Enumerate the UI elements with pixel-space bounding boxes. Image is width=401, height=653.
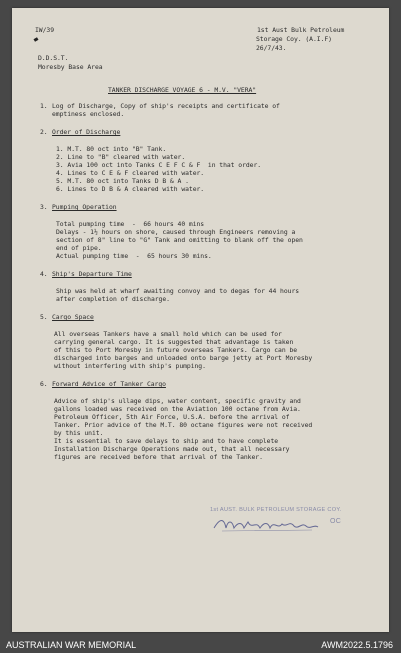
section-3-line: Actual pumping time - 65 hours 30 mins.	[56, 252, 212, 260]
document-date: 26/7/43.	[256, 44, 287, 52]
section-1-line: emptiness enclosed.	[52, 110, 125, 118]
unit-name: 1st Aust Bulk Petroleum	[257, 26, 345, 34]
section-6-line: Advice of ship's ullage dips, water content, specific gravity and	[54, 397, 301, 405]
stamp-suffix: OC	[330, 518, 342, 525]
archive-name: AUSTRALIAN WAR MEMORIAL	[6, 640, 137, 650]
section-3-line: end of pipe.	[56, 244, 102, 252]
section-3-heading: Pumping Operation	[52, 203, 117, 211]
section-6-line: figures are received before that arrival of the Tanker.	[54, 453, 263, 461]
ink-mark	[34, 37, 39, 42]
section-1-number: 1.	[40, 102, 48, 110]
document-page	[12, 8, 389, 632]
section-6-line: by this unit.	[54, 429, 104, 437]
discharge-step: 6. Lines to D B & A cleared with water.	[56, 185, 205, 193]
section-6-line: Tanker. Prior advice of the M.T. 80 octane figures were not received	[54, 421, 313, 429]
discharge-step: 5. M.T. 80 oct into Tanks D B & A .	[56, 177, 189, 185]
section-2-number: 2.	[40, 128, 48, 136]
section-5-line: without interfering with ship's pumping.	[54, 362, 206, 370]
section-4-line: after completion of discharge.	[56, 295, 170, 303]
section-4-line: Ship was held at wharf awaiting convoy and to degas for 44 hours	[56, 287, 300, 295]
section-6-number: 6.	[40, 380, 48, 388]
section-5-line: discharged into barges and unloaded onto barge jetty at Port Moresby	[54, 354, 313, 362]
unit-designation: Storage Coy. (A.I.F)	[256, 35, 332, 43]
section-4-heading: Ship's Departure Time	[52, 270, 132, 278]
section-1-line: Log of Discharge, Copy of ship's receipts and certificate of	[52, 102, 280, 110]
section-5-line: carrying general cargo. It is suggested that advantage is taken	[54, 338, 294, 346]
archive-footer	[0, 637, 401, 653]
section-5-line: All overseas Tankers have a small hold which can be used for	[54, 330, 282, 338]
signature	[212, 514, 332, 536]
section-6-line: Petroleum Officer, 5th Air Force, U.S.A. before the arrival of	[54, 413, 290, 421]
section-6-line: It is essential to save delays to ship and to have complete	[54, 437, 279, 445]
section-5-heading: Cargo Space	[52, 313, 94, 321]
archive-reference: AWM2022.5.1796	[321, 640, 393, 650]
section-3-number: 3.	[40, 203, 48, 211]
discharge-step: 2. Line to "B" cleared with water.	[56, 153, 186, 161]
addressee: D.D.S.T.	[38, 54, 69, 62]
section-3-line: section of 8" line to "G" Tank and omitting to blank off the open	[56, 236, 303, 244]
section-3-line: Total pumping time - 66 hours 40 mins	[56, 220, 205, 228]
section-5-number: 5.	[40, 313, 48, 321]
section-6-heading: Forward Advice of Tanker Cargo	[52, 380, 166, 388]
section-2-heading: Order of Discharge	[52, 128, 121, 136]
addressee-area: Moresby Base Area	[38, 63, 103, 71]
discharge-step: 3. Avia 100 oct into Tanks C E F C & F in that order.	[56, 161, 262, 169]
section-3-line: Delays - 1½ hours on shore, caused through Engineers removing a	[56, 228, 296, 236]
unit-stamp: 1st AUST. BULK PETROLEUM STORAGE COY.	[210, 507, 342, 513]
section-4-number: 4.	[40, 270, 48, 278]
discharge-step: 4. Lines to C E & F cleared with water.	[56, 169, 205, 177]
section-6-line: Installation Discharge Operations made out, that all necessary	[54, 445, 290, 453]
section-5-line: of this to Port Moresby in future overseas Tankers. Cargo can be	[54, 346, 298, 354]
document-title: TANKER DISCHARGE VOYAGE 6 - M.V. "VERA"	[108, 86, 257, 94]
discharge-step: 1. M.T. 80 oct into "B" Tank.	[56, 145, 167, 153]
file-reference: IW/39	[35, 26, 54, 34]
section-6-line: gallons loaded was received on the Aviation 100 octane from Avia.	[54, 405, 301, 413]
